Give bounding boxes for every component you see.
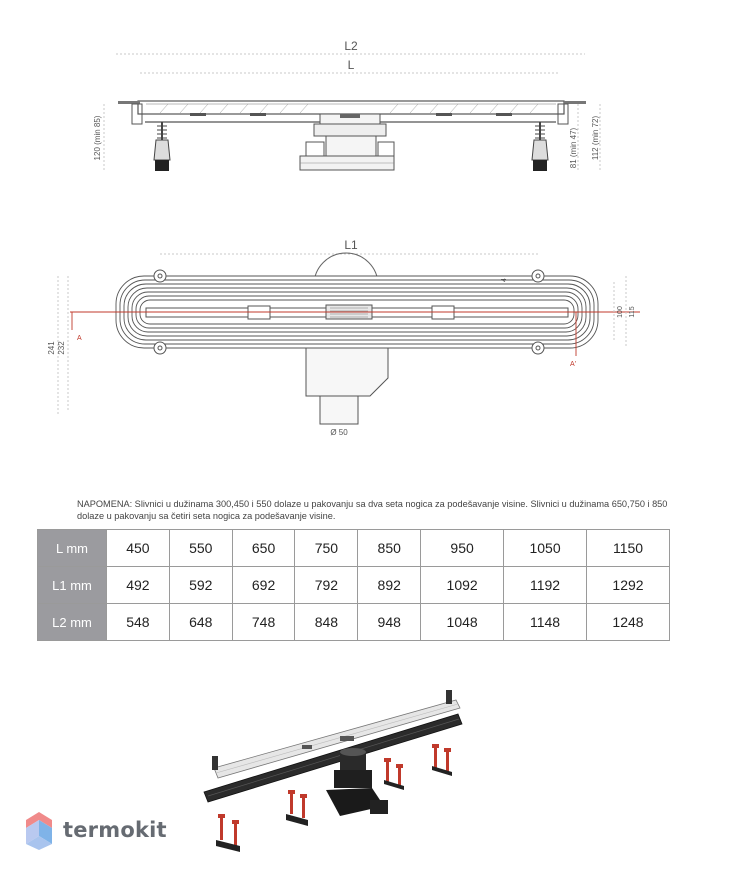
grate-end-pin-right	[446, 690, 452, 704]
dim-right-2: 112 (min 72)	[591, 115, 600, 161]
table-cell: 1092	[421, 567, 504, 604]
dim-4: 4	[501, 278, 508, 282]
table-cell: 1248	[587, 604, 670, 641]
table-cell: 1148	[504, 604, 587, 641]
table-cell: 1050	[504, 530, 587, 567]
table-cell: 492	[107, 567, 170, 604]
table-cell: 692	[232, 567, 295, 604]
table-cell: 750	[295, 530, 358, 567]
table-cell: 450	[107, 530, 170, 567]
installation-note: NAPOMENA: Slivnici u dužinama 300,450 i 550 dolaze u pakovanju sa dva seta nogica za podešavanje visine. Slivnici u dužinama 650,750 i 850 dolaze u pakovanju sa četiri seta nogica za podešavanje visine.	[77, 499, 668, 521]
termokit-logo-icon	[24, 810, 54, 850]
table-cell: 592	[169, 567, 232, 604]
table-cell: 1292	[587, 567, 670, 604]
outlet-diameter-label: Ø 50	[330, 428, 348, 437]
section-label-a-prime: A'	[570, 361, 577, 368]
table-cell: 792	[295, 567, 358, 604]
brand-name: termokit	[63, 818, 167, 842]
table-cell: 950	[421, 530, 504, 567]
table-cell: 948	[358, 604, 421, 641]
label-l2: L2	[344, 39, 358, 53]
dim-115: 115	[629, 306, 636, 318]
grate-end-pin-left	[212, 756, 218, 770]
label-l1: L1	[344, 238, 358, 252]
brand-logo	[24, 810, 167, 850]
dim-right-1: 81 (min 47)	[569, 127, 578, 169]
dim-241: 241	[47, 341, 56, 355]
table-cell: 548	[107, 604, 170, 641]
table-cell: 850	[358, 530, 421, 567]
table-cell: 1150	[587, 530, 670, 567]
dim-232: 232	[57, 341, 66, 355]
row-header: L1 mm	[38, 567, 107, 604]
grate-strip	[214, 700, 460, 778]
section-label-a: A	[77, 335, 82, 342]
table-cell: 748	[232, 604, 295, 641]
dim-100: 100	[617, 306, 624, 318]
table-cell: 892	[358, 567, 421, 604]
table-cell: 550	[169, 530, 232, 567]
row-header: L mm	[38, 530, 107, 567]
table-cell: 848	[295, 604, 358, 641]
dim-left-height: 120 (min 85)	[93, 115, 102, 161]
table-cell: 1192	[504, 567, 587, 604]
table-cell: 648	[169, 604, 232, 641]
row-header: L2 mm	[38, 604, 107, 641]
label-l: L	[347, 58, 355, 72]
table-cell: 650	[232, 530, 295, 567]
table-cell: 1048	[421, 604, 504, 641]
